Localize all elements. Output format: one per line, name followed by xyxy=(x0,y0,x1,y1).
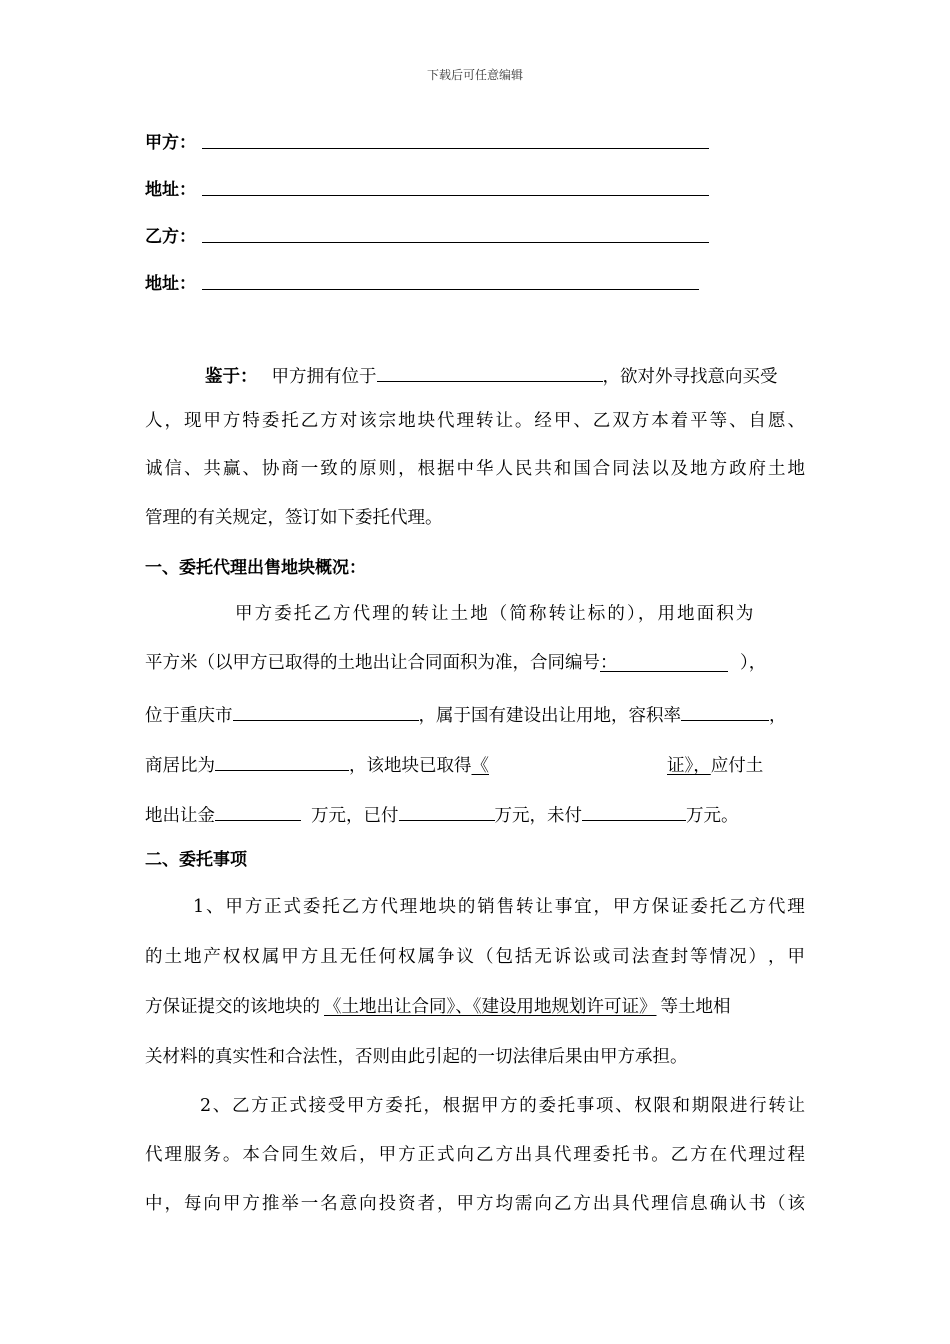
text: 《 xyxy=(471,756,489,776)
text: 等土地相 xyxy=(660,997,731,1017)
text: ，该地块已取得 xyxy=(349,756,472,776)
recital-line-1 xyxy=(205,361,778,389)
party-a-address-row xyxy=(145,175,196,199)
section-1-heading: 一、委托代理出售地块概况： xyxy=(145,558,366,578)
city-location-blank[interactable] xyxy=(233,700,419,721)
plot-ratio-blank[interactable] xyxy=(681,700,769,721)
recital-line-4: 管理的有关规定，签订如下委托代理。 xyxy=(145,508,443,528)
text: ，属于国有建设出让用地，容积率 xyxy=(418,706,681,726)
party-a-blank[interactable] xyxy=(202,148,709,149)
section-1-line-1: 甲方委托乙方代理的转让土地（简称转让标的），用地面积为 xyxy=(235,604,756,624)
text: 万元，已付 xyxy=(311,806,399,826)
text: 证》， xyxy=(667,756,711,776)
text: 应付土 xyxy=(710,756,764,776)
text: 商居比为 xyxy=(145,756,215,776)
text: 万元，未付 xyxy=(494,806,582,826)
location-blank[interactable] xyxy=(377,361,603,382)
party-a-address-label: 地址： xyxy=(145,180,196,200)
party-a-address-blank[interactable] xyxy=(202,195,709,196)
unpaid-blank[interactable] xyxy=(582,800,686,821)
recital-line-2: 人 ， 现 甲 方 特 委 托 乙 方 对 该 宗 地 块 代 理 转 让 。 经 甲 、 乙 双 方 本 着 平 等 、 自 愿 、 xyxy=(145,411,805,431)
section-1-line-2 xyxy=(145,651,766,675)
land-fee-blank[interactable] xyxy=(215,800,301,821)
party-a-row xyxy=(145,128,196,152)
party-a-label: 甲方： xyxy=(145,133,196,153)
section-2-p1-line-3 xyxy=(145,995,731,1019)
text: 平方米（以甲方已取得的土地出让合同面积为准，合同编号 xyxy=(145,653,600,673)
section-2-p2-line-3: 中 ， 每 向 甲 方 推 举 一 名 意 向 投 资 者 ， 甲 方 均 需 向 乙 方 出 具 代 理 信 息 确 认 书 （ 该 xyxy=(145,1194,805,1214)
documents-underlined: 《土地出让合同》、《建设用地规划许可证》 xyxy=(324,997,657,1017)
section-2-p1-line-4: 关材料的真实性和合法性，否则由此引起的一切法律后果由甲方承担。 xyxy=(145,1047,688,1067)
party-b-blank[interactable] xyxy=(202,242,709,243)
recital-label: 鉴于： xyxy=(205,367,258,387)
ratio-blank[interactable] xyxy=(215,750,349,771)
section-2-p1-line-1: 1 、 甲 方 正 式 委 托 乙 方 代 理 地 块 的 销 售 转 让 事 宜 ， 甲 方 保 证 委 托 乙 方 代 理 xyxy=(193,897,805,917)
recital-line-3: 诚 信 、 共 赢 、 协 商 一 致 的 原 则 ， 根 据 中 华 人 民 共 和 国 合 同 法 以 及 地 方 政 府 土 地 xyxy=(145,459,805,479)
page-header: 下载后可任意编辑 xyxy=(426,68,523,82)
section-2-heading: 二、委托事项 xyxy=(145,850,247,870)
section-2-p2-line-1: 2 、 乙 方 正 式 接 受 甲 方 委 托 ， 根 据 甲 方 的 委 托 事 项 、 权 限 和 期 限 进 行 转 让 xyxy=(200,1096,805,1116)
party-b-address-label: 地址： xyxy=(145,274,196,294)
party-b-address-blank[interactable] xyxy=(202,289,699,290)
party-b-label: 乙方： xyxy=(145,227,196,247)
contract-number-blank[interactable] xyxy=(600,651,728,672)
text: ）， xyxy=(740,653,767,673)
section-1-line-4 xyxy=(145,750,763,778)
party-b-address-row xyxy=(145,269,196,293)
text: 方保证提交的该地块的 xyxy=(145,997,320,1017)
section-1-line-3 xyxy=(145,700,787,728)
section-2-p2-line-2: 代 理 服 务 。 本 合 同 生 效 后 ， 甲 方 正 式 向 乙 方 出 具 代 理 委 托 书 。 乙 方 在 代 理 过 程 xyxy=(145,1145,805,1165)
text: 万元。 xyxy=(686,806,739,826)
text: ， xyxy=(769,706,787,726)
recital-text: 甲方拥有位于 xyxy=(271,367,377,387)
certificate-underlined xyxy=(472,756,711,776)
section-1-line-5 xyxy=(145,800,739,828)
recital-text: ，欲对外寻找意向买受 xyxy=(602,367,778,387)
text: 地出让金 xyxy=(145,806,215,826)
paid-blank[interactable] xyxy=(399,800,495,821)
text: 位于重庆市 xyxy=(145,706,233,726)
text: ： xyxy=(600,653,618,673)
section-2-p1-line-2: 的 土 地 产 权 权 属 甲 方 且 无 任 何 权 属 争 议 （ 包 括 无 诉 讼 或 司 法 查 封 等 情 况 ） ， 甲 xyxy=(145,947,805,967)
party-b-row xyxy=(145,222,196,246)
